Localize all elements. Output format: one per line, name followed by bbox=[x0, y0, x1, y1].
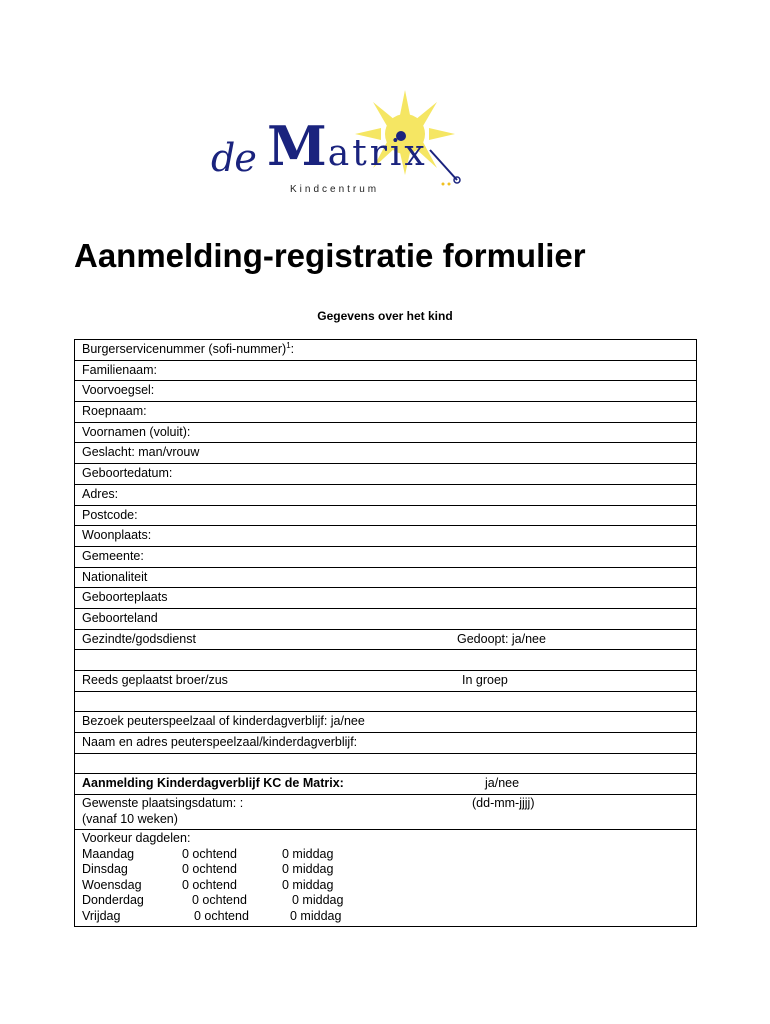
roepnaam-label: Roepnaam: bbox=[82, 404, 147, 419]
form-row bbox=[75, 830, 697, 927]
day-label: Dinsdag bbox=[82, 862, 128, 877]
bsn-colon: : bbox=[290, 342, 295, 356]
empty-field[interactable] bbox=[75, 691, 697, 712]
naam-adres-psz-field[interactable] bbox=[75, 733, 697, 754]
form-row-empty bbox=[75, 691, 697, 712]
gezindte-label: Gezindte/godsdienst bbox=[82, 631, 196, 646]
plaatsingsdatum-field[interactable] bbox=[75, 795, 697, 830]
days-grid bbox=[82, 847, 689, 925]
form-row bbox=[75, 402, 697, 423]
afternoon-option[interactable]: 0 middag bbox=[282, 846, 334, 861]
morning-option[interactable]: 0 ochtend bbox=[182, 877, 237, 892]
bezoek-psz-label: Bezoek peuterspeelzaal of kinderdagverblijf: ja/nee bbox=[82, 714, 365, 729]
geboortedatum-field[interactable] bbox=[75, 464, 697, 485]
form-row bbox=[75, 712, 697, 733]
aanmelding-kdv-field[interactable] bbox=[75, 774, 697, 795]
form-row bbox=[75, 608, 697, 629]
voorvoegsel-field[interactable] bbox=[75, 381, 697, 402]
day-label: Donderdag bbox=[82, 893, 144, 908]
gedoopt-label: Gedoopt: ja/nee bbox=[457, 631, 546, 646]
form-row bbox=[75, 360, 697, 381]
empty-field[interactable] bbox=[75, 753, 697, 774]
bsn-field[interactable] bbox=[75, 340, 697, 361]
geboortedatum-label: Geboortedatum: bbox=[82, 466, 173, 481]
postcode-label: Postcode: bbox=[82, 507, 138, 522]
morning-option[interactable]: 0 ochtend bbox=[182, 862, 237, 877]
morning-option[interactable]: 0 ochtend bbox=[182, 846, 237, 861]
geslacht-label: Geslacht: man/vrouw bbox=[82, 445, 200, 460]
familienaam-field[interactable] bbox=[75, 360, 697, 381]
form-row bbox=[75, 733, 697, 754]
woonplaats-field[interactable] bbox=[75, 526, 697, 547]
geboorteplaats-label: Geboorteplaats bbox=[82, 590, 168, 605]
logo-brand-rest: atrix bbox=[327, 133, 428, 174]
form-row bbox=[75, 464, 697, 485]
postcode-field[interactable] bbox=[75, 505, 697, 526]
bsn-label: Burgerservicenummer (sofi-nummer) bbox=[82, 342, 287, 356]
day-label: Woensdag bbox=[82, 877, 142, 892]
broer-zus-field[interactable] bbox=[75, 671, 697, 692]
adres-label: Adres: bbox=[82, 486, 119, 501]
afternoon-option[interactable]: 0 middag bbox=[292, 893, 344, 908]
naam-adres-psz-label: Naam en adres peuterspeelzaal/kinderdagverblijf: bbox=[82, 735, 358, 750]
voorkeur-dagdelen-field[interactable] bbox=[75, 830, 697, 927]
empty-field[interactable] bbox=[75, 650, 697, 671]
form-row bbox=[75, 774, 697, 795]
logo-brand bbox=[267, 114, 428, 178]
morning-option[interactable]: 0 ochtend bbox=[192, 893, 247, 908]
form-row bbox=[75, 443, 697, 464]
form-row-empty bbox=[75, 650, 697, 671]
form-row bbox=[75, 567, 697, 588]
woonplaats-label: Woonplaats: bbox=[82, 528, 152, 543]
familienaam-label: Familienaam: bbox=[82, 362, 158, 377]
broer-zus-label: Reeds geplaatst broer/zus bbox=[82, 673, 228, 687]
form-row bbox=[75, 546, 697, 567]
aanmelding-janee-label: ja/nee bbox=[485, 776, 520, 791]
in-groep-label: In groep bbox=[462, 673, 508, 687]
datum-format-label: (dd-mm-jjjj) bbox=[472, 796, 535, 811]
form-row bbox=[75, 422, 697, 443]
form-row bbox=[75, 629, 697, 650]
registration-form-table bbox=[74, 339, 697, 927]
gemeente-label: Gemeente: bbox=[82, 548, 144, 563]
bezoek-psz-field[interactable] bbox=[75, 712, 697, 733]
gezindte-field[interactable] bbox=[75, 629, 697, 650]
geboorteplaats-field[interactable] bbox=[75, 588, 697, 609]
form-row-empty bbox=[75, 753, 697, 774]
logo-prefix: de bbox=[211, 136, 256, 180]
geboorteland-label: Geboorteland bbox=[82, 610, 158, 625]
form-row-bsn bbox=[75, 340, 697, 361]
section-title: Gegevens over het kind bbox=[317, 309, 453, 323]
day-label: Maandag bbox=[82, 846, 135, 861]
day-label: Vrijdag bbox=[82, 908, 121, 923]
form-row bbox=[75, 526, 697, 547]
voornamen-field[interactable] bbox=[75, 422, 697, 443]
afternoon-option[interactable]: 0 middag bbox=[282, 862, 334, 877]
roepnaam-field[interactable] bbox=[75, 402, 697, 423]
afternoon-option[interactable]: 0 middag bbox=[282, 877, 334, 892]
geboorteland-field[interactable] bbox=[75, 608, 697, 629]
nationaliteit-field[interactable] bbox=[75, 567, 697, 588]
gemeente-field[interactable] bbox=[75, 546, 697, 567]
logo-brand-initial: M bbox=[267, 114, 328, 178]
afternoon-option[interactable]: 0 middag bbox=[290, 908, 342, 923]
adres-field[interactable] bbox=[75, 484, 697, 505]
logo-subtitle: Kindcentrum bbox=[290, 184, 380, 195]
voornamen-label: Voornamen (voluit): bbox=[82, 424, 191, 439]
form-row bbox=[75, 505, 697, 526]
logo bbox=[205, 80, 475, 205]
aanmelding-kdv-label: Aanmelding Kinderdagverblijf KC de Matrix: bbox=[82, 776, 344, 791]
nationaliteit-label: Nationaliteit bbox=[82, 569, 148, 584]
vanaf-label: (vanaf 10 weken) bbox=[82, 811, 178, 826]
form-row bbox=[75, 381, 697, 402]
form-row bbox=[75, 795, 697, 830]
plaatsingsdatum-label: Gewenste plaatsingsdatum: : bbox=[82, 796, 244, 811]
form-row bbox=[75, 588, 697, 609]
voorkeur-label: Voorkeur dagdelen: bbox=[82, 831, 191, 846]
page-title: Aanmelding-registratie formulier bbox=[74, 237, 586, 274]
geslacht-field[interactable] bbox=[75, 443, 697, 464]
morning-option[interactable]: 0 ochtend bbox=[194, 908, 249, 923]
footnote-marker: 1 bbox=[286, 340, 291, 350]
form-row bbox=[75, 671, 697, 692]
voorvoegsel-label: Voorvoegsel: bbox=[82, 383, 155, 398]
form-row bbox=[75, 484, 697, 505]
